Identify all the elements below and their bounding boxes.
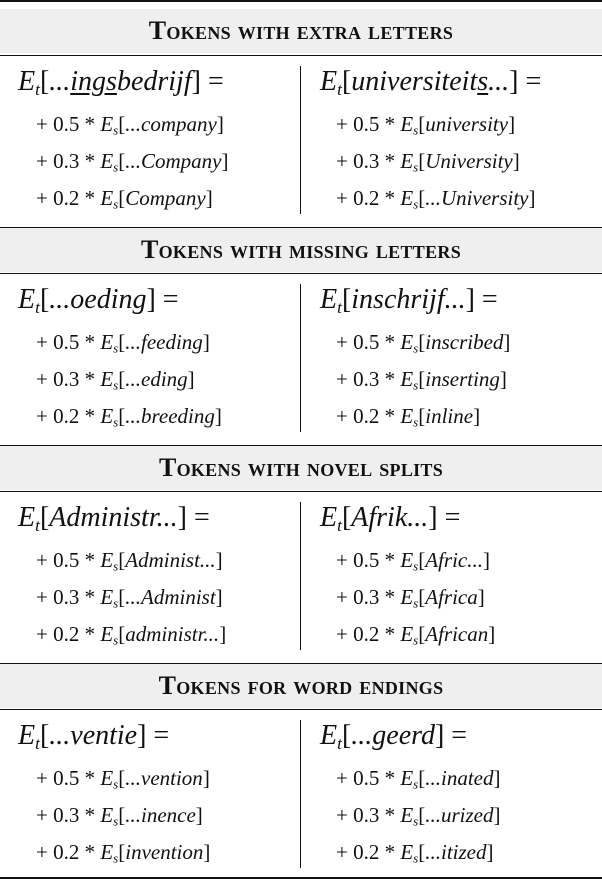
equation-term: + $0.2 * E_s[Company]$ [36,186,213,212]
equation-term: + $0.3 * E_s[inserting]$ [336,367,507,393]
equation-head: $E_t[...geerd]$ = [320,720,468,753]
equation-term: + $0.2 * E_s[administr...]$ [36,622,227,648]
section-body-extra-letters [0,58,602,232]
column-divider [300,720,301,868]
column-divider [300,502,301,650]
equation-head: $E_t[...oeding]$ = [18,284,179,317]
header-rule [0,491,602,492]
section-body-missing-letters [0,276,602,450]
equation-term: + $0.5 * E_s[university]$ [336,112,516,138]
equation-right [302,58,602,232]
equation-left [0,494,300,668]
equation-left [0,276,300,450]
equation-term: + $0.5 * E_s[...company]$ [36,112,224,138]
column-divider [300,284,301,432]
equation-term: + $0.2 * E_s[invention]$ [36,840,211,866]
equation-term: + $0.3 * E_s[...urized]$ [336,803,501,829]
equation-term: + $0.5 * E_s[...inated]$ [336,766,501,792]
section-header-missing-letters: Tokens with missing letters [0,228,602,272]
equation-term: + $0.2 * E_s[African]$ [336,622,496,648]
equation-head: $E_t[...ventie]$ = [18,720,170,753]
header-rule [0,709,602,710]
equation-left [0,712,300,886]
section-body-novel-splits [0,494,602,668]
section-header-novel-splits: Tokens with novel splits [0,446,602,490]
equation-right [302,712,602,886]
bottom-rule [0,877,602,879]
equation-head: $E_t[universiteits...]$ = [320,66,542,99]
equation-term: + $0.3 * E_s[University]$ [336,149,520,175]
header-rule [0,273,602,274]
equation-term: + $0.5 * E_s[inscribed]$ [336,330,511,356]
equation-head: $E_t[Afrik...]$ = [320,502,461,535]
equation-term: + $0.5 * E_s[Afric...]$ [336,548,490,574]
equation-term: + $0.5 * E_s[...feeding]$ [36,330,210,356]
column-divider [300,66,301,214]
equation-head: $E_t[Administr...]$ = [18,502,210,535]
top-rule [0,0,602,2]
section-header-extra-letters: Tokens with extra letters [0,9,602,53]
equation-term: + $0.5 * E_s[...vention]$ [36,766,210,792]
equation-term: + $0.2 * E_s[...itized]$ [336,840,494,866]
header-rule [0,55,602,56]
equation-term: + $0.5 * E_s[Administ...]$ [36,548,223,574]
equation-term: + $0.2 * E_s[...University]$ [336,186,536,212]
equation-head: $E_t[inschrijf...]$ = [320,284,498,317]
equation-term: + $0.3 * E_s[...Administ]$ [36,585,223,611]
equation-term: + $0.3 * E_s[Africa]$ [336,585,485,611]
section-body-word-endings [0,712,602,886]
equation-head: $E_t[...ingsbedrijf]$ = [18,66,224,99]
equation-right [302,276,602,450]
section-header-word-endings: Tokens for word endings [0,664,602,708]
equation-term: + $0.2 * E_s[...breeding]$ [36,404,222,430]
equation-left [0,58,300,232]
equation-term: + $0.3 * E_s[...Company]$ [36,149,229,175]
equation-right [302,494,602,668]
equation-term: + $0.3 * E_s[...inence]$ [36,803,203,829]
equation-term: + $0.3 * E_s[...eding]$ [36,367,195,393]
equation-term: + $0.2 * E_s[inline]$ [336,404,481,430]
